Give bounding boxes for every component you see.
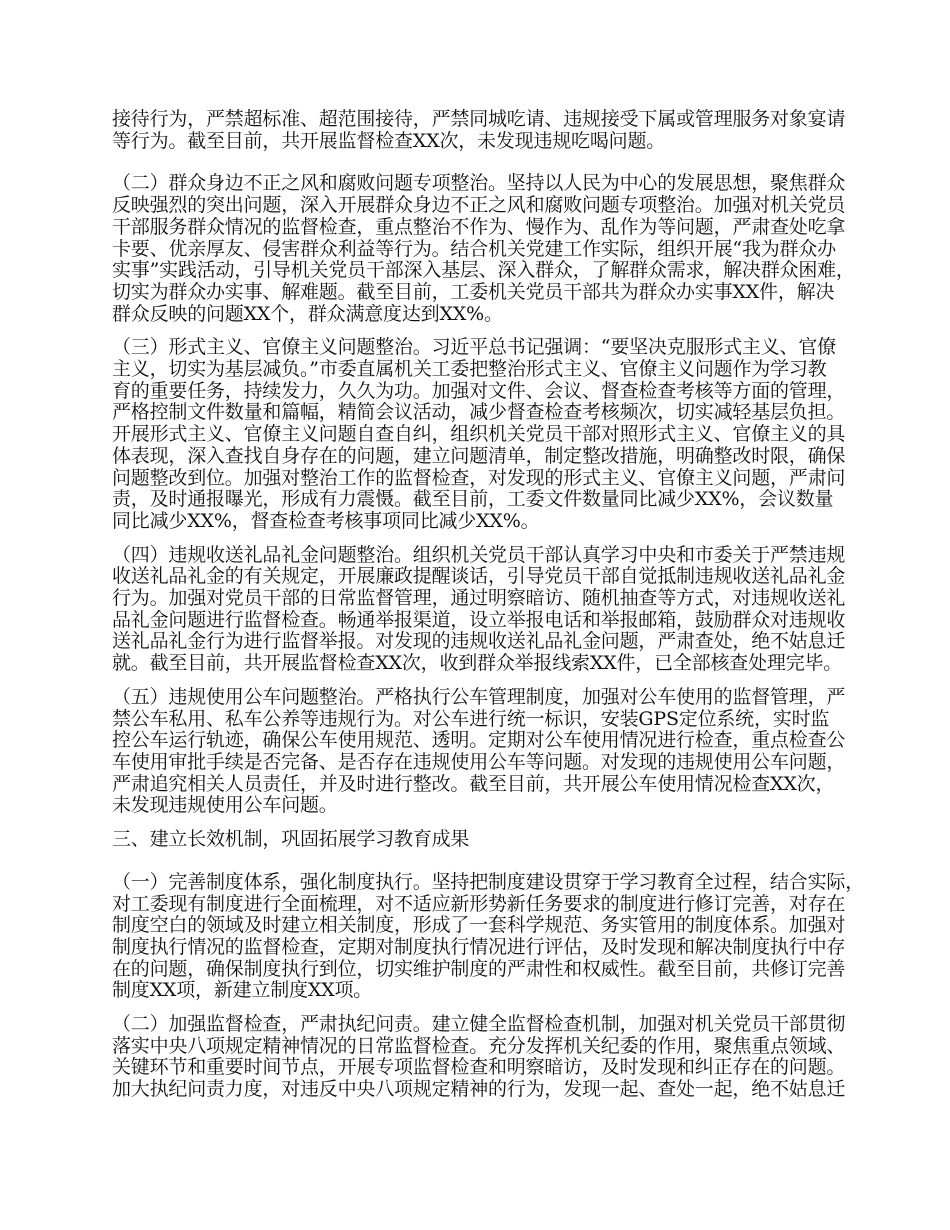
paragraph-line: 制度执行情况的监督检查，定期对制度执行情况进行评估，及时发现和解决制度执行中存 [112,935,846,958]
paragraph-line: 反映强烈的突出问题，深入开展群众身边不正之风和腐败问题专项整治。加强对机关党员 [112,194,846,217]
paragraph-line: 等行为。截至目前，共开展监督检查XX次，未发现违规吃喝问题。 [112,129,666,152]
paragraph [112,687,852,817]
paragraph-line: 控公车运行轨迹，确保公车使用规范、透明。定期对公车使用情况进行检查，重点检查公 [112,729,846,752]
section-heading [112,829,852,851]
paragraph-line: 主义，切实为基层减负。”市委直属机关工委把整治形式主义、官僚主义问题作为学习教 [112,358,827,381]
paragraph-line: 接待行为，严禁超标准、超范围接待，严禁同城吃请、违规接受下属或管理服务对象宴请 [112,108,846,130]
paragraph-line: 收送礼品礼金的有关规定，开展廉政提醒谈话，引导党员干部自觉抵制违规收送礼品礼金 [112,565,846,588]
paragraph [112,545,852,675]
paragraph-line: （二）群众身边不正之风和腐败问题专项整治。坚持以人民为中心的发展思想，聚焦群众 [112,172,846,195]
paragraph [112,172,855,325]
paragraph-line: 育的重要任务，持续发力，久久为功。加强对文件、会议、督查检查考核等方面的管理， [112,379,846,402]
paragraph-line: 就。截至目前，共开展监督检查XX次，收到群众举报线索XX件，已全部核查处理完毕。 [112,652,843,675]
paragraph [112,337,852,532]
paragraph-line: 关键环节和重要时间节点，开展专项监督检查和明察暗访，及时发现和纠正存在的问题。 [112,1056,846,1079]
paragraph-line: （四）违规收送礼品礼金问题整治。组织机关党员干部认真学习中央和市委关于严禁违规 [112,543,846,566]
paragraph-line: 责，及时通报曝光，形成有力震慑。截至目前，工委文件数量同比减少XX%，会议数量 [112,488,834,511]
paragraph-line: 问题整改到位。加强对整治工作的监督检查，对发现的形式主义、官僚主义问题，严肃问 [112,466,846,489]
paragraph-line: 卡要、优亲厚友、侵害群众利益等行为。结合机关党建工作实际，组织开展“我为群众办 [112,237,836,260]
paragraph-line: 未发现违规使用公车问题。 [112,794,338,817]
paragraph-line: （三）形式主义、官僚主义问题整治。习近平总书记强调：“要坚决克服形式主义、官僚 [112,336,836,359]
paragraph-line: 加大执纪问责力度，对违反中央八项规定精神的行为，发现一起、查处一起，绝不姑息迁 [112,1078,846,1101]
section-heading-text: 三、建立长效机制，巩固拓展学习教育成果 [112,828,470,851]
paragraph [112,109,852,152]
paragraph-line: 实事”实践活动，引导机关党员干部深入基层、深入群众，了解群众需求，解决群众困难， [112,259,855,282]
paragraph-line: 严格控制文件数量和篇幅，精简会议活动，减少督查检查考核频次，切实减轻基层负担。 [112,401,846,424]
paragraph-line: 品礼金问题进行监督检查。畅通举报渠道，设立举报电话和举报邮箱，鼓励群众对违规收 [112,608,846,631]
paragraph-line: 制度XX项，新建立制度XX项。 [112,979,373,1002]
paragraph-line: （一）完善制度体系，强化制度执行。坚持把制度建设贯穿于学习教育全过程，结合实际， [112,870,865,893]
paragraph [112,1014,852,1101]
paragraph-line: （二）加强监督检查，严肃执纪问责。建立健全监督检查机制，加强对机关党员干部贯彻 [112,1013,846,1036]
paragraph-line: 严肃追究相关人员责任，并及时进行整改。截至目前，共开展公车使用情况检查XX次， [112,772,835,795]
paragraph-line: 开展形式主义、官僚主义问题自查自纠，组织机关党员干部对照形式主义、官僚主义的具 [112,423,846,446]
paragraph-line: 落实中央八项规定精神情况的日常监督检查。充分发挥机关纪委的作用，聚焦重点领域、 [112,1034,846,1057]
paragraph [112,870,865,1002]
paragraph-line: 禁公车私用、私车公养等违规行为。对公车进行统一标识，安装GPS定位系统，实时监 [112,707,830,730]
paragraph-line: 行为。加强对党员干部的日常监督管理，通过明察暗访、随机抽查等方式，对违规收送礼 [112,587,846,610]
paragraph-line: 在的问题，确保制度执行到位，切实维护制度的严肃性和权威性。截至目前，共修订完善 [112,957,846,980]
paragraph-line: 送礼品礼金行为进行监督举报。对发现的违规收送礼品礼金问题，严肃查处，绝不姑息迁 [112,630,846,653]
paragraph-line: （五）违规使用公车问题整治。严格执行公车管理制度，加强对公车使用的监督管理，严 [112,685,846,708]
paragraph-line: 群众反映的问题XX个，群众满意度达到XX%。 [112,302,503,325]
paragraph-line: 对工委现有制度进行全面梳理，对不适应新形势新任务要求的制度进行修订完善，对存在 [112,892,846,915]
paragraph-line: 体表现，深入查找自身存在的问题，建立问题清单，制定整改措施，明确整改时限，确保 [112,444,846,467]
paragraph-line: 切实为群众办实事、解难题。截至目前，工委机关党员干部共为群众办实事XX件，解决 [112,280,835,303]
paragraph-line: 干部服务群众情况的监督检查，重点整治不作为、慢作为、乱作为等问题，严肃查处吃拿 [112,215,846,238]
paragraph-line: 同比减少XX%，督查检查考核事项同比减少XX%。 [112,509,540,532]
document-page [112,108,865,1113]
paragraph-line: 制度空白的领域及时建立相关制度，形成了一套科学规范、务实管用的制度体系。加强对 [112,914,846,937]
paragraph-line: 车使用审批手续是否完备、是否存在违规使用公车等问题。对发现的违规使用公车问题， [112,750,846,773]
